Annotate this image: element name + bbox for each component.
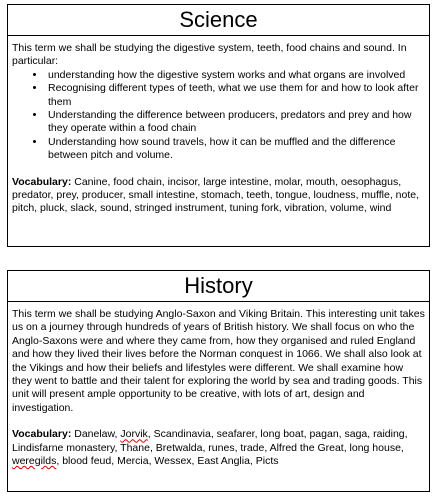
history-vocab-part: , blood feud, Mercia, Wessex, East Anglia, Picts — [56, 455, 279, 468]
history-vocabulary — [12, 428, 425, 468]
science-bullet: • Understanding how sound travels, how it can be muffled and the difference between pitch and volume. — [46, 136, 425, 163]
science-content — [8, 36, 429, 216]
science-bullet: • Understanding the difference between producers, predators and prey and how they operate within a food chain — [46, 109, 425, 136]
history-title: History — [8, 271, 429, 302]
science-panel — [7, 4, 430, 247]
history-vocab-weregilds: weregilds — [12, 455, 57, 468]
history-vocab-label: Vocabulary: — [12, 428, 72, 441]
history-vocab-part: , Scandinavia, seafarer, long boat, pagan, saga, raiding, Lindisfarne monastery, Thane, Bretwalda, runes, trade, Alfred the Great, long house, — [12, 428, 408, 454]
science-vocabulary — [12, 176, 425, 216]
science-bullet-list — [12, 69, 425, 163]
history-vocab-jorvik: Jorvik — [120, 428, 148, 441]
science-bullet: • Recognising different types of teeth, what we use them for and how to look after them — [46, 82, 425, 109]
science-vocab-text: Canine, food chain, incisor, large intestine, molar, mouth, oesophagus, predator, prey, producer, small intestine, stomach, teeth, tongue, loudness, muffle, note, pitch, pluck, slack, sound, stringed instrument, tuning fork, vibration, volume, wind — [12, 175, 420, 215]
history-body: This term we shall be studying Anglo-Saxon and Viking Britain. This interesting unit takes us on a journey through hundreds of years of British history. We shall focus on who the Anglo-Saxons were and where they came from, how they organised and ruled England and how they lived their lives before the Norman conquest in 1066. We shall also look at the Vikings and how their beliefs and lifestyles were different. We shall examine how they went to battle and their talent for exploring the world by sea and trading goods. This unit will present ample opportunity to be creative, with lots of art, design and investigation. — [12, 308, 425, 414]
science-intro: This term we shall be studying the digestive system, teeth, food chains and sound. In particular: — [12, 42, 407, 68]
science-title: Science — [8, 5, 429, 36]
history-content — [8, 302, 429, 468]
science-vocab-label: Vocabulary: — [12, 175, 72, 188]
science-bullet: • understanding how the digestive system works and what organs are involved — [46, 69, 425, 82]
history-vocab-part: Danelaw, — [71, 428, 121, 441]
history-panel — [7, 270, 430, 492]
